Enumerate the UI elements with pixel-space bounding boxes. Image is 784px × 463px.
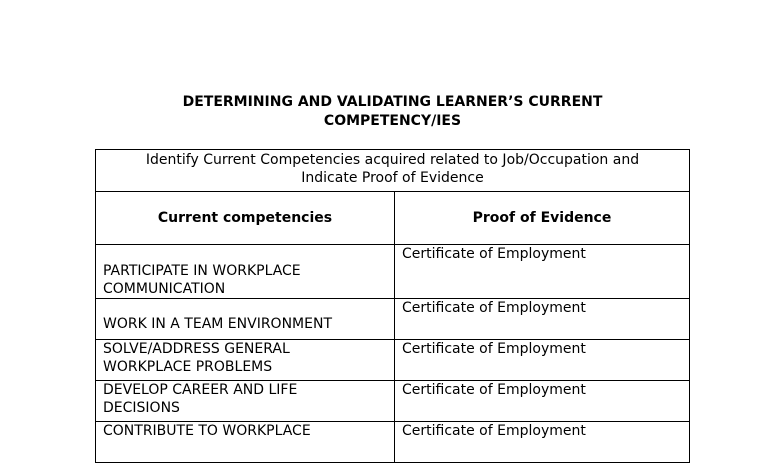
competency-line: SOLVE/ADDRESS GENERAL: [103, 341, 290, 357]
competency-cell: [96, 299, 395, 340]
table-row: [96, 340, 690, 381]
document-title-line-2: COMPETENCY/IES: [323, 113, 462, 129]
competency-line: DEVELOP CAREER AND LIFE: [103, 382, 298, 398]
table-caption-line-1: Identify Current Competencies acquired related to Job/Occupation and: [145, 152, 640, 168]
competency-line: CONTRIBUTE TO WORKPLACE: [103, 423, 311, 439]
document-title: [96, 93, 689, 131]
competency-cell: [96, 422, 395, 463]
table-row: [96, 299, 690, 340]
competency-cell: [96, 340, 395, 381]
competency-line: DECISIONS: [103, 400, 180, 416]
competency-cell: [96, 381, 395, 422]
evidence-cell: Certificate of Employment: [395, 299, 690, 340]
table-caption-row: [96, 150, 690, 192]
competency-line: WORKPLACE PROBLEMS: [103, 359, 273, 375]
header-current-competencies: Current competencies: [96, 192, 395, 245]
evidence-cell: Certificate of Employment: [395, 245, 690, 299]
competency-cell: [96, 245, 395, 299]
competency-line: COMMUNICATION: [103, 281, 226, 297]
table-row: [96, 245, 690, 299]
document-title-line-1: DETERMINING AND VALIDATING LEARNER’S CURRENT: [182, 94, 603, 110]
header-proof-of-evidence: Proof of Evidence: [395, 192, 690, 245]
competency-line: PARTICIPATE IN WORKPLACE: [103, 263, 301, 279]
table-row: [96, 381, 690, 422]
competency-line: WORK IN A TEAM ENVIRONMENT: [103, 316, 332, 332]
table-caption: [96, 150, 690, 192]
table-header-row: [96, 192, 690, 245]
evidence-cell: Certificate of Employment: [395, 340, 690, 381]
table-row: [96, 422, 690, 463]
table-caption-line-2: Indicate Proof of Evidence: [301, 170, 484, 186]
evidence-cell: Certificate of Employment: [395, 381, 690, 422]
competency-table: [95, 149, 690, 463]
evidence-cell: Certificate of Employment: [395, 422, 690, 463]
